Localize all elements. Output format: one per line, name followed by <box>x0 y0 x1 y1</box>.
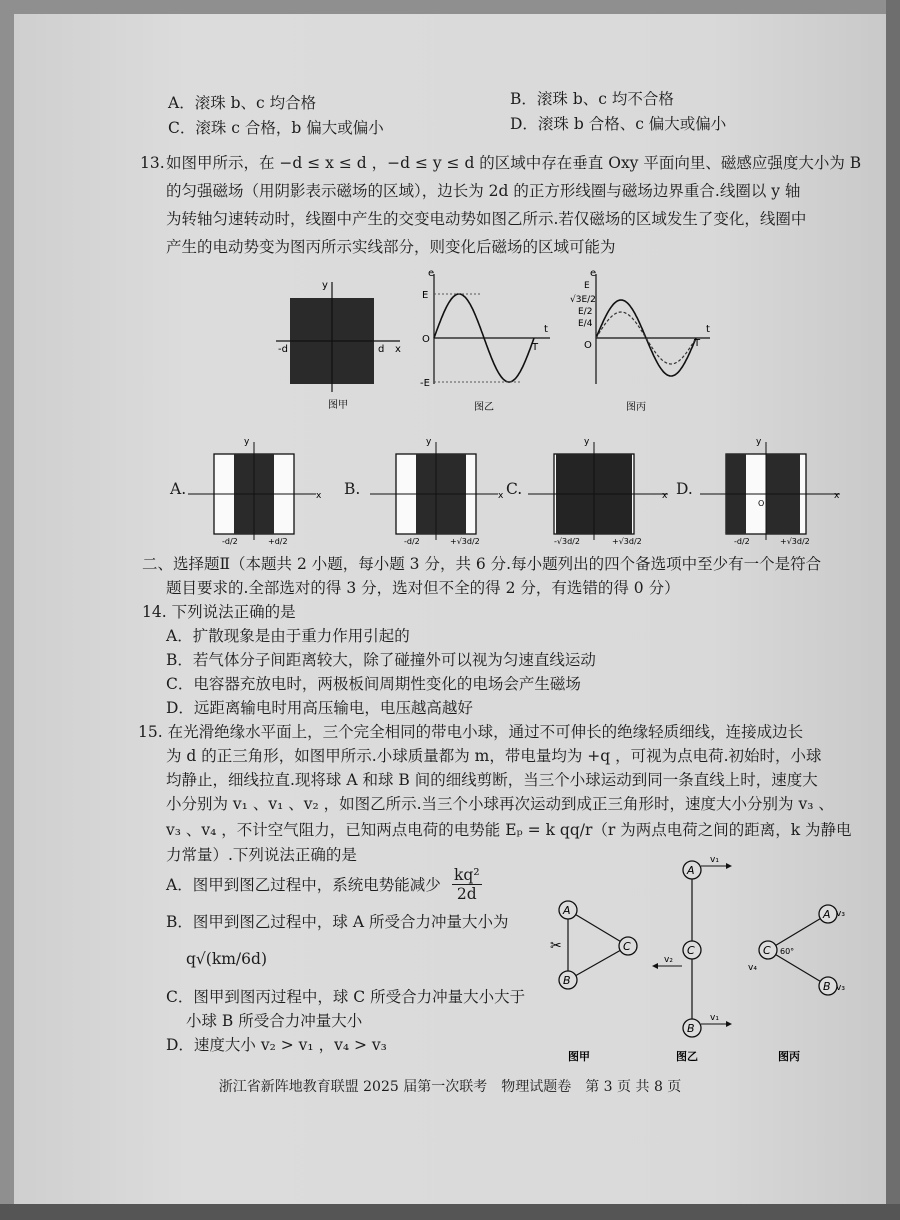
tick-right: +√3d/2 <box>780 537 810 546</box>
scan-edge-right <box>886 0 900 1220</box>
axis-y-label: y <box>322 280 328 291</box>
tick-T: T <box>694 338 701 349</box>
q15-option-c-line2: 小球 B 所受合力冲量大小 <box>186 1012 363 1030</box>
axis-e-label: e <box>590 268 597 279</box>
q14-option-d: D．远距离输电时用高压输电，电压越高越好 <box>166 699 473 717</box>
q13-option-a-figure <box>188 436 328 546</box>
q15-option-b-expression: q√(km/6d) <box>186 950 267 968</box>
tick-left: -d/2 <box>734 537 750 546</box>
fig-bing-caption: 图丙 <box>626 402 646 413</box>
fig-jia-caption: 图甲 <box>328 400 348 411</box>
svg-text:B: B <box>823 980 831 993</box>
q13-line1: 如图甲所示，在 −d ≤ x ≤ d ，−d ≤ y ≤ d 的区域中存在垂直 Oxy 平面向里、磁感应强度大小为 B <box>166 154 862 172</box>
q13-option-b-label: B. <box>344 480 361 498</box>
origin-label: O <box>584 340 592 351</box>
q14-option-c: C．电容器充放电时，两极板间周期性变化的电场会产生磁场 <box>166 675 581 693</box>
tick-T: T <box>532 342 539 353</box>
q13-figure-bing <box>570 266 720 416</box>
q15-line4: 小分别为 v₁ 、v₁ 、v₂ ，如图乙所示.当三个小球再次运动到成正三角形时，速度大小分别为 v₃ 、 <box>166 795 834 813</box>
axis-t-label: t <box>706 324 710 335</box>
tick-E: E <box>422 290 429 301</box>
svg-text:v₃: v₃ <box>836 983 845 993</box>
fig-yi-caption: 图乙 <box>474 402 494 413</box>
fig-jia-caption: 图甲 <box>568 1050 590 1063</box>
svg-text:v₂: v₂ <box>664 955 673 965</box>
tick-right: +√3d/2 <box>450 537 480 546</box>
svg-text:A: A <box>823 908 831 921</box>
q14-option-b: B．若气体分子间距离较大，除了碰撞外可以视为匀速直线运动 <box>166 651 596 669</box>
svg-text:y: y <box>426 437 432 447</box>
q13-line4: 产生的电动势变为图丙所示实线部分，则变化后磁场的区域可能为 <box>166 238 616 256</box>
q13-number: 13. <box>140 154 165 172</box>
svg-text:v₁: v₁ <box>710 855 719 865</box>
svg-text:60°: 60° <box>780 947 795 956</box>
tick-left: -d/2 <box>404 537 420 546</box>
q15-option-a-fraction <box>452 866 482 903</box>
fig-yi-line <box>652 855 732 1063</box>
svg-text:A: A <box>563 904 571 917</box>
tick-left: -d/2 <box>222 537 238 546</box>
q14-stem: 14. 下列说法正确的是 <box>142 603 296 621</box>
q13-line2: 的匀强磁场（用阴影表示磁场的区域），边长为 2d 的正方形线圈与磁场边界重合.线圈以 y 轴 <box>166 182 801 200</box>
tick-sqrt3E2: √3E/2 <box>570 295 596 305</box>
tick-right: +d/2 <box>268 537 288 546</box>
tick-E2: E/2 <box>578 307 593 317</box>
q13-option-c-figure <box>528 436 678 546</box>
tick-d: d <box>378 344 385 355</box>
section2-line2: 题目要求的.全部选对的得 3 分，选对但不全的得 2 分，有选错的得 0 分） <box>166 579 680 597</box>
scissors-icon: ✂ <box>550 938 562 954</box>
q15-line3: 均静止，细线拉直.现将球 A 和球 B 间的细线剪断，当三个小球运动到同一条直线上时，速度大 <box>166 771 818 789</box>
fraction-denominator: 2d <box>456 885 477 903</box>
q15-line2: 为 d 的正三角形，如图甲所示.小球质量都为 m，带电量均为 +q ，可视为点电荷.初始时，小球 <box>166 747 822 765</box>
axis-x-label: x <box>395 344 401 355</box>
fig-yi-caption: 图乙 <box>676 1050 698 1063</box>
fraction-numerator: kq² <box>454 866 480 884</box>
svg-text:C: C <box>687 944 695 957</box>
q15-figures <box>540 852 870 1067</box>
section2-line1: 二、选择题Ⅱ（本题共 2 小题，每小题 3 分，共 6 分.每小题列出的四个备选项中至少有一个是符合 <box>142 555 822 573</box>
fig-bing-caption: 图丙 <box>778 1050 800 1063</box>
q15-option-c-line1: C．图甲到图丙过程中，球 C 所受合力冲量大小大于 <box>166 988 526 1006</box>
q15-line6: 力常量）.下列说法正确的是 <box>166 846 357 864</box>
q13-figure-yi <box>420 266 560 416</box>
svg-text:v₁: v₁ <box>710 1013 719 1023</box>
svg-text:B: B <box>563 974 571 987</box>
q12-option-c: C．滚珠 c 合格，b 偏大或偏小 <box>168 119 384 137</box>
scan-edge-bottom <box>0 1204 900 1220</box>
q13-option-d-label: D. <box>676 480 693 498</box>
svg-text:C: C <box>763 944 771 957</box>
q12-option-b: B．滚珠 b、c 均不合格 <box>510 90 674 108</box>
q13-option-c-label: C. <box>506 480 523 498</box>
svg-text:v₃: v₃ <box>836 909 845 919</box>
q15-option-b: B．图甲到图乙过程中，球 A 所受合力冲量大小为 <box>166 913 509 931</box>
q13-option-d-figure <box>700 436 850 546</box>
svg-text:y: y <box>756 437 762 447</box>
svg-text:B: B <box>687 1022 695 1035</box>
q12-option-a: A．滚珠 b、c 均合格 <box>168 94 317 112</box>
axis-t-label: t <box>544 324 548 335</box>
svg-text:y: y <box>244 437 250 447</box>
tick-neg-E: -E <box>420 378 430 389</box>
tick-neg-d: -d <box>278 344 288 355</box>
svg-text:x: x <box>498 491 504 501</box>
svg-text:y: y <box>584 437 590 447</box>
tick-E: E <box>584 281 590 291</box>
axis-e-label: e <box>428 268 435 279</box>
q14-option-a: A．扩散现象是由于重力作用引起的 <box>166 627 410 645</box>
fig-bing-triangle <box>748 905 845 1063</box>
page-footer: 浙江省新阵地教育联盟 2025 届第一次联考 物理试题卷 第 3 页 共 8 页 <box>218 1079 682 1095</box>
q13-figure-jia <box>270 272 410 412</box>
q13-option-b-figure <box>370 436 510 546</box>
q15-option-a: A．图甲到图乙过程中，系统电势能减少 <box>166 876 441 894</box>
q15-line1: 15. 在光滑绝缘水平面上，三个完全相同的带电小球，通过不可伸长的绝缘轻质细线，连接成边长 <box>138 723 804 741</box>
svg-text:A: A <box>687 864 695 877</box>
svg-text:x: x <box>662 491 668 501</box>
tick-E4: E/4 <box>578 319 593 329</box>
origin-label: O <box>422 334 430 345</box>
svg-text:C: C <box>623 940 631 953</box>
svg-text:v₄: v₄ <box>748 963 757 973</box>
fig-jia-triangle <box>550 901 637 1063</box>
tick-left: -√3d/2 <box>554 537 580 546</box>
svg-text:x: x <box>316 491 322 501</box>
tick-right: +√3d/2 <box>612 537 642 546</box>
q13-option-a-label: A. <box>170 480 187 498</box>
q12-option-d: D．滚珠 b 合格、c 偏大或偏小 <box>510 115 727 133</box>
q13-line3: 为转轴匀速转动时，线圈中产生的交变电动势如图乙所示.若仅磁场的区域发生了变化，线圈中 <box>166 210 807 228</box>
svg-text:x: x <box>834 491 840 501</box>
svg-text:O: O <box>758 499 765 508</box>
q15-option-d: D．速度大小 v₂ > v₁ ，v₄ > v₃ <box>166 1036 387 1054</box>
q15-line5: v₃ 、v₄ ，不计空气阻力，已知两点电荷的电势能 Eₚ = k qq/r（r 为两点电荷之间的距离，k 为静电 <box>166 821 852 839</box>
